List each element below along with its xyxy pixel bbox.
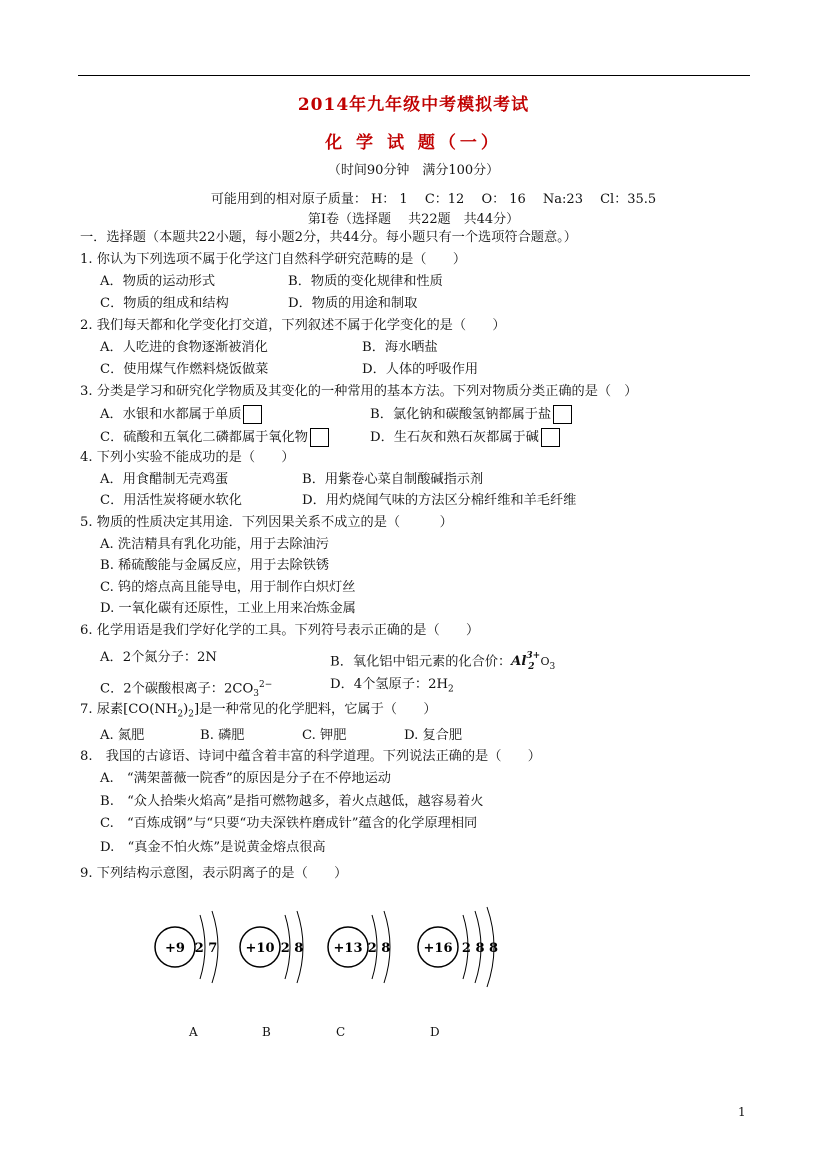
q8-option-a: A. “满架蔷薇一院香”的原因是分子在不停地运动 xyxy=(100,771,391,786)
atom-d xyxy=(418,907,498,987)
atom-label-b: B xyxy=(262,1025,271,1039)
q1-option-d: D．物质的用途和制取 xyxy=(288,296,418,311)
q1-option-c: C．物质的组成和结构 xyxy=(100,296,229,311)
q4-option-c: C．用活性炭将硬水软化 xyxy=(100,493,242,508)
q3-option-a: A．水银和水都属于单质 xyxy=(100,405,262,424)
question-6-stem: 6. 化学用语是我们学好化学的工具。下列符号表示正确的是（ ） xyxy=(80,623,480,638)
question-9-stem: 9. 下列结构示意图，表示阴离子的是（ ） xyxy=(80,866,348,881)
answer-box xyxy=(553,405,572,424)
volume-heading: 第Ⅰ卷（选择题 共22题 共44分） xyxy=(307,212,520,227)
question-5-stem: 5. 物质的性质决定其用途．下列因果关系不成立的是（ ） xyxy=(80,515,453,530)
q1-option-b: B．物质的变化规律和性质 xyxy=(288,274,443,289)
q5-option-b: B. 稀硫酸能与金属反应，用于去除铁锈 xyxy=(100,558,330,573)
atomic-mass-line: 可能用到的相对原子质量： H： 1 C：12 O： 16 Na:23 Cl：35.5 xyxy=(210,192,657,207)
q2-option-c: C．使用煤气作燃料烧饭做菜 xyxy=(100,362,269,377)
q2-option-d: D．人体的呼吸作用 xyxy=(362,362,479,377)
q6-option-c: C．2个碳酸根离子：$2CO_3^{2-}$ xyxy=(100,680,273,700)
svg-text:+10: +10 xyxy=(245,941,275,956)
q8-option-d: D. “真金不怕火炼”是说黄金熔点很高 xyxy=(100,840,326,855)
question-7-stem: 7. 尿素$[CO(NH_2)_2]$是一种常见的化学肥料，它属于（ ） xyxy=(80,702,437,720)
q7-option-b: B. 磷肥 xyxy=(200,728,245,743)
q3-option-c: C．硫酸和五氧化二磷都属于氧化物 xyxy=(100,428,329,447)
question-2-stem: 2. 我们每天都和化学变化打交道，下列叙述不属于化学变化的是（ ） xyxy=(80,318,506,333)
q5-option-c: C. 钨的熔点高且能导电，用于制作白炽灯丝 xyxy=(100,580,356,595)
question-4-stem: 4. 下列小实验不能成功的是（ ） xyxy=(80,450,295,465)
atom-b xyxy=(240,911,303,983)
header-rule xyxy=(78,75,750,76)
question-8-stem: 8. 我国的古谚语、诗词中蕴含着丰富的科学道理。下列说法正确的是（ ） xyxy=(80,749,541,764)
atom-label-d: D xyxy=(430,1025,440,1039)
atom-label-a: A xyxy=(189,1025,198,1039)
q6-option-a: A．2个氮分子：2N xyxy=(100,650,217,665)
page-number: 1 xyxy=(738,1105,746,1119)
answer-box xyxy=(541,428,560,447)
exam-subtitle: 化 学 试 题（一） xyxy=(325,133,502,153)
aluminum-valence-formula: $Al^{3+}_2$ xyxy=(511,651,541,673)
q4-option-b: B．用紫卷心菜自制酸碱指示剂 xyxy=(302,472,484,487)
q1-option-a: A．物质的运动形式 xyxy=(100,274,216,289)
q5-option-d: D. 一氧化碳有还原性，工业上用来冶炼金属 xyxy=(100,601,356,616)
q6-option-d: D．4个氢原子：$2H_2$ xyxy=(330,677,454,695)
svg-text:2 8: 2 8 xyxy=(280,941,304,956)
svg-text:2 7: 2 7 xyxy=(194,941,218,956)
q2-option-a: A．人吃进的食物逐渐被消化 xyxy=(100,340,268,355)
q2-option-b: B．海水晒盐 xyxy=(362,340,438,355)
question-1-stem: 1. 你认为下列选项不属于化学这门自然科学研究范畴的是（ ） xyxy=(80,252,467,267)
atom-structure-diagrams xyxy=(150,905,530,995)
atom-label-c: C xyxy=(336,1025,346,1039)
svg-text:+9: +9 xyxy=(165,941,185,956)
q4-option-d: D．用灼烧闻气味的方法区分棉纤维和羊毛纤维 xyxy=(302,493,577,508)
q7-option-d: D. 复合肥 xyxy=(404,728,463,743)
q3-option-d: D．生石灰和熟石灰都属于碱 xyxy=(370,428,560,447)
q8-option-b: B. “众人拾柴火焰高”是指可燃物越多，着火点越低，越容易着火 xyxy=(100,794,484,809)
answer-box xyxy=(310,428,329,447)
svg-text:2 8 8: 2 8 8 xyxy=(461,941,499,956)
exam-title: 2014年九年级中考模拟考试 xyxy=(297,95,530,115)
question-3-stem: 3. 分类是学习和研究化学物质及其变化的一种常用的基本方法。下列对物质分类正确的是（ ） xyxy=(80,384,638,399)
q7-option-a: A. 氮肥 xyxy=(100,728,145,743)
svg-text:2 8: 2 8 xyxy=(367,941,391,956)
svg-text:+13: +13 xyxy=(333,941,363,956)
section-heading: 一．选择题（本题共22小题，每小题2分，共44分。每小题只有一个选项符合题意。） xyxy=(80,230,577,245)
q8-option-c: C. “百炼成钢”与“只要“功夫深铁杵磨成针”蕴含的化学原理相同 xyxy=(100,816,478,831)
q7-option-c: C. 钾肥 xyxy=(302,728,347,743)
q4-option-a: A．用食醋制无壳鸡蛋 xyxy=(100,472,229,487)
answer-box xyxy=(243,405,262,424)
exam-time: （时间90分钟 满分100分） xyxy=(327,163,500,178)
atom-c xyxy=(328,911,390,983)
atom-a xyxy=(155,911,218,983)
q5-option-a: A. 洗洁精具有乳化功能，用于去除油污 xyxy=(100,537,329,552)
q3-option-b: B．氯化钠和碳酸氢钠都属于盐 xyxy=(370,405,572,424)
svg-text:+16: +16 xyxy=(423,941,453,956)
q6-option-b: B．氧化铝中铝元素的化合价：$Al^{3+}_2$ $O_3$ xyxy=(330,651,556,673)
